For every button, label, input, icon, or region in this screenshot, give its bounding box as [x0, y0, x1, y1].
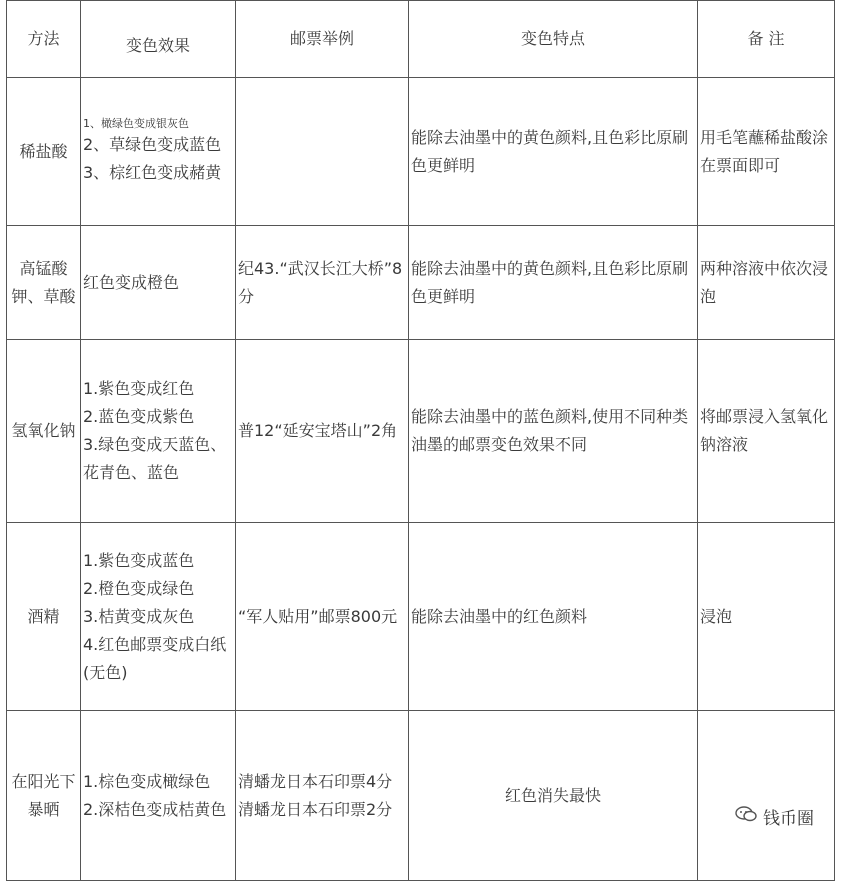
example-line: 清蟠龙日本石印票4分 [238, 771, 393, 791]
effect-line: 红色变成橙色 [83, 272, 180, 292]
effect-cell [81, 226, 236, 340]
effect-cell [81, 78, 236, 226]
example-line: 清蟠龙日本石印票2分 [238, 799, 393, 819]
effect-cell [81, 711, 236, 881]
effect-line: 2.蓝色变成紫色 [83, 407, 195, 426]
feature-cell: 红色消失最快 [409, 711, 698, 881]
effect-line: 1.紫色变成蓝色 [83, 550, 195, 570]
wechat-bubble-icon [735, 805, 757, 828]
feature-cell: 能除去油墨中的蓝色颜料,使用不同种类油墨的邮票变色效果不同 [409, 340, 698, 523]
note-cell: 浸泡 [698, 523, 835, 711]
note-cell [698, 711, 835, 881]
effect-cell [81, 340, 236, 523]
effect-line: 3、棕红色变成赭黄 [83, 162, 222, 182]
header-note: 备 注 [698, 1, 835, 78]
watermark [731, 802, 818, 831]
table-row [7, 340, 835, 523]
feature-cell: 能除去油墨中的黄色颜料,且色彩比原刷色更鲜明 [409, 226, 698, 340]
method-cell: 高锰酸钾、草酸 [7, 226, 81, 340]
note-cell: 用毛笔蘸稀盐酸涂在票面即可 [698, 78, 835, 226]
example-cell [236, 711, 409, 881]
table-row [7, 523, 835, 711]
stamp-color-change-table [6, 0, 835, 881]
effect-cell [81, 523, 236, 711]
effect-line: 2、草绿色变成蓝色 [83, 134, 222, 154]
header-example: 邮票举例 [236, 1, 409, 78]
table-row [7, 226, 835, 340]
effect-line: 4.红色邮票变成白纸(无色) [83, 634, 227, 682]
example-cell [236, 78, 409, 226]
table-row [7, 711, 835, 881]
method-cell: 酒精 [7, 523, 81, 711]
effect-line: 2.深桔色变成桔黄色 [83, 799, 227, 819]
header-effect: 变色效果 [81, 1, 236, 78]
effect-line: 1、橄绿色变成银灰色 [83, 116, 189, 130]
feature-cell: 能除去油墨中的红色颜料 [409, 523, 698, 711]
example-cell: 普12“延安宝塔山”2角 [236, 340, 409, 523]
effect-line: 2.橙色变成绿色 [83, 578, 195, 598]
header-feature: 变色特点 [409, 1, 698, 78]
method-cell: 稀盐酸 [7, 78, 81, 226]
method-cell: 氢氧化钠 [7, 340, 81, 523]
note-cell: 两种溶液中依次浸泡 [698, 226, 835, 340]
header-method: 方法 [7, 1, 81, 78]
table-header-row [7, 1, 835, 78]
example-cell: 纪43.“武汉长江大桥”8分 [236, 226, 409, 340]
effect-line: 1.紫色变成红色 [83, 379, 195, 398]
effect-line: 3.桔黄变成灰色 [83, 606, 195, 626]
example-cell: “军人贴用”邮票800元 [236, 523, 409, 711]
note-cell: 将邮票浸入氢氧化钠溶液 [698, 340, 835, 523]
method-cell: 在阳光下暴晒 [7, 711, 81, 881]
effect-line: 3.绿色变成天蓝色、花青色、蓝色 [83, 435, 227, 482]
watermark-text: 钱币圈 [763, 809, 814, 829]
feature-cell: 能除去油墨中的黄色颜料,且色彩比原刷色更鲜明 [409, 78, 698, 226]
table-row [7, 78, 835, 226]
effect-line: 1.棕色变成橄绿色 [83, 771, 211, 791]
